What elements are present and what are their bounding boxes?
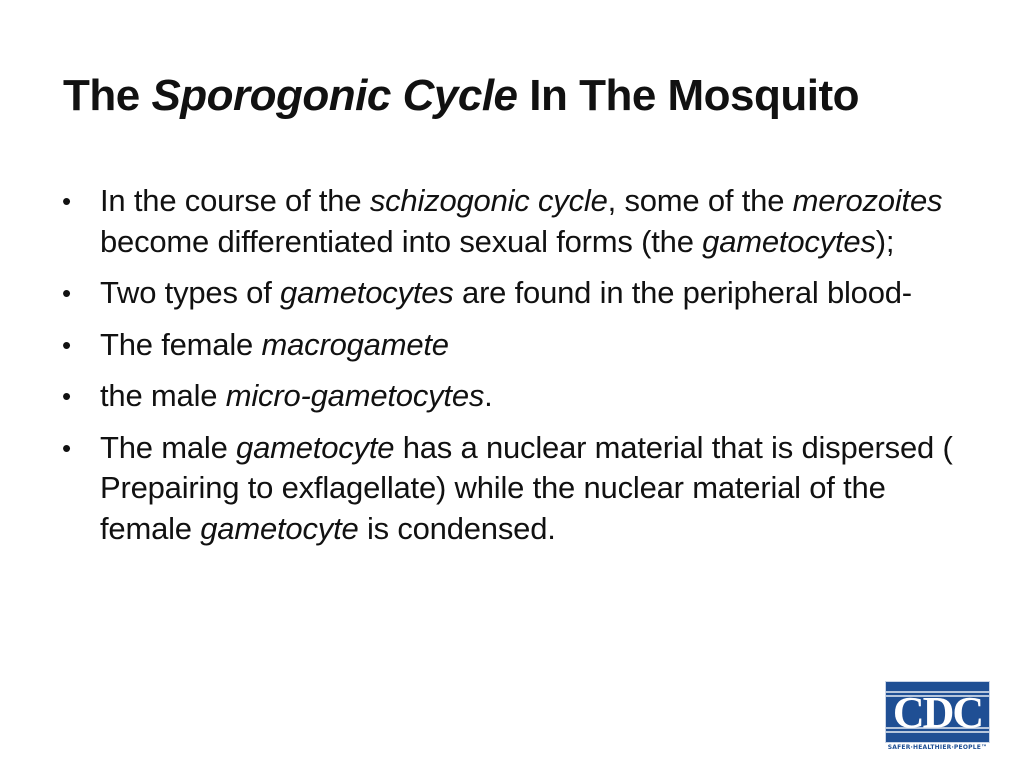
cdc-logo-text: CDC [892, 688, 983, 737]
bullet-emphasis: macrogamete [261, 326, 449, 362]
bullet-list [62, 181, 962, 560]
bullet-emphasis: gametocytes [702, 223, 876, 259]
bullet-item-5 [62, 428, 962, 550]
bullet-text: is condensed. [358, 510, 556, 546]
bullet-text: Two types of [100, 275, 281, 310]
bullet-text: become differentiated into sexual forms (the [100, 223, 703, 259]
bullet-text: , some of the [607, 183, 793, 218]
bullet-text: ); [875, 223, 895, 259]
bullet-emphasis: merozoites [792, 183, 943, 218]
bullet-text: . [484, 378, 493, 413]
bullet-emphasis: micro-gametocytes [225, 378, 485, 413]
title-text-end: In The Mosquito [517, 71, 860, 120]
bullet-dot-icon: • [62, 186, 71, 216]
title-text-start: The [63, 71, 152, 120]
bullet-dot-icon: • [62, 329, 71, 360]
bullet-emphasis: gametocyte [200, 510, 359, 546]
bullet-item-2 [62, 273, 962, 314]
bullet-item-1 [62, 181, 962, 262]
bullet-item-3 [62, 325, 962, 366]
bullet-dot-icon: • [62, 432, 71, 463]
bullet-text: the male [100, 378, 226, 413]
bullet-emphasis: gametocyte [236, 429, 395, 465]
bullet-dot-icon: • [62, 278, 71, 308]
bullet-text: In the course of the [100, 183, 370, 218]
cdc-logo-box [885, 681, 990, 743]
bullet-text: The male [100, 429, 237, 465]
bullet-item-4 [62, 376, 962, 417]
bullet-dot-icon: • [62, 381, 71, 411]
title-emphasis: Sporogonic Cycle [151, 71, 518, 120]
bullet-text: are found in the peripheral blood- [453, 275, 912, 310]
cdc-logo [885, 681, 990, 752]
bullet-emphasis: gametocytes [280, 275, 454, 310]
bullet-text: The female [100, 326, 262, 362]
bullet-text: has a nuclear material that is dispersed ( Prepairing to exflagellate) while the nuclear material of the female [100, 429, 953, 546]
bullet-emphasis: schizogonic cycle [369, 183, 608, 218]
cdc-logo-tagline: SAFER·HEALTHIER·PEOPLE™ [887, 744, 988, 751]
slide-title [63, 66, 983, 126]
